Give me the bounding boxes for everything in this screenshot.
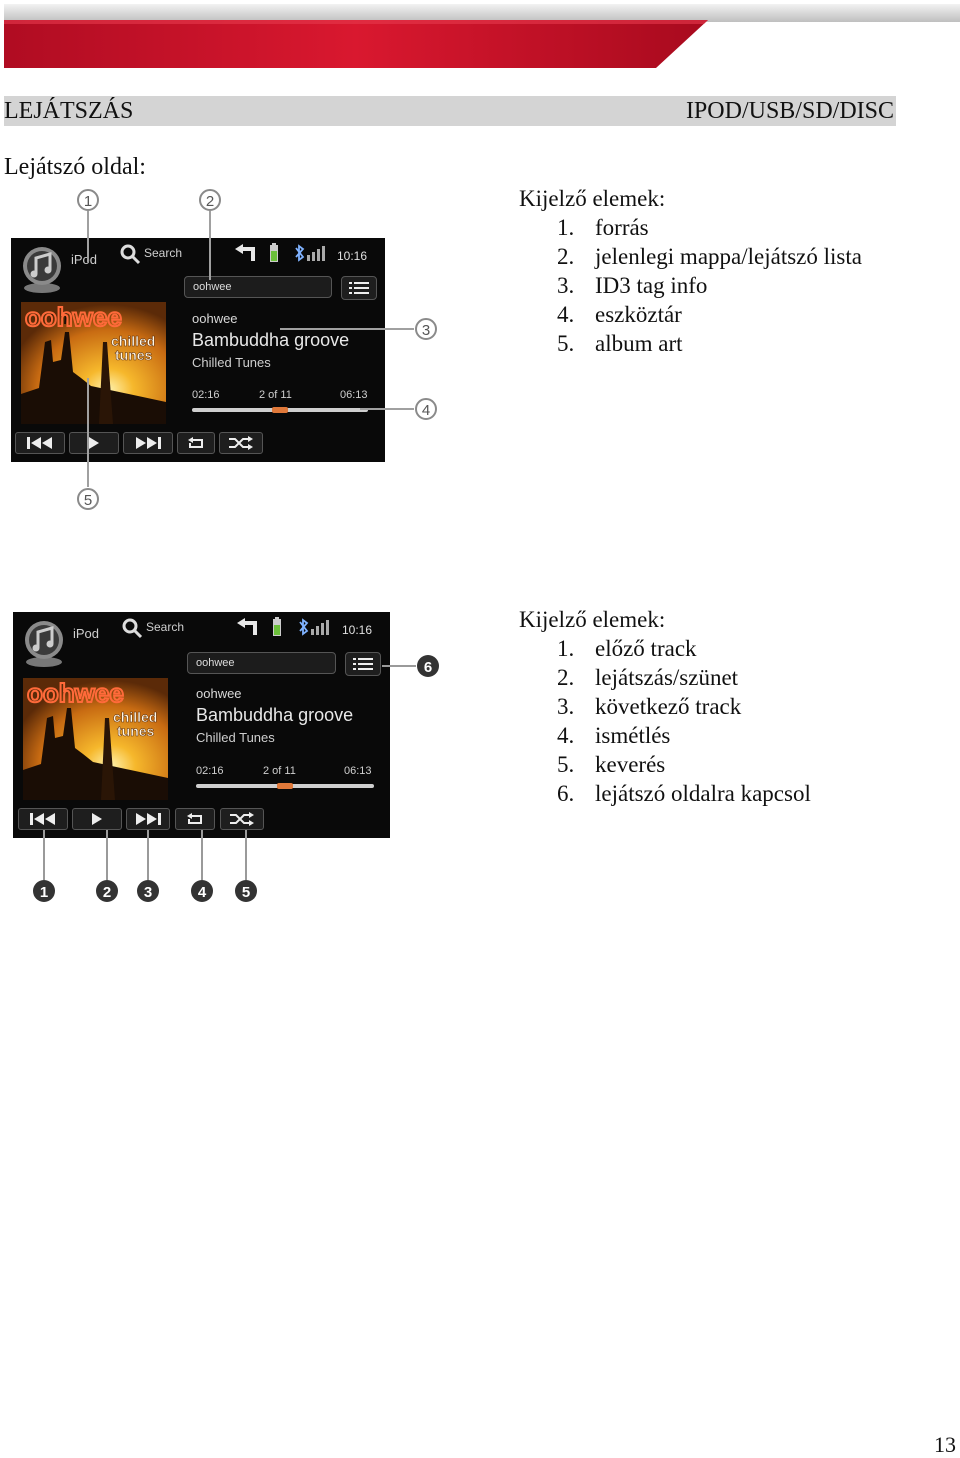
item-label: keverés [595,752,666,777]
navigation-icon [233,243,261,263]
next-icon [135,437,161,449]
list-item [557,750,811,779]
player-screenshot-2 [13,612,390,838]
cover-brand: oohwee [27,678,124,708]
shuffle-icon [229,812,255,826]
list-heading: Kijelző elemek: [519,186,666,211]
list-heading: Kijelző elemek: [519,607,666,632]
callout-marker [235,880,257,902]
item-number: 6. [557,781,575,806]
page-subtitle: Lejátszó oldal: [4,154,146,180]
previous-icon [27,437,53,449]
list-icon [349,281,369,295]
list-item [557,634,811,663]
ipod-source-icon [21,244,63,296]
track-artist: oohwee [196,686,242,701]
play-icon [88,437,100,449]
callout-number: 5 [241,884,251,901]
callout-marker [191,880,213,902]
progress-marker[interactable] [272,407,288,413]
progress-bar[interactable] [196,784,374,788]
playlist-button[interactable] [345,652,381,676]
previous-track-button[interactable] [18,808,68,830]
list-item [557,329,862,358]
section-title: LEJÁTSZÁS [4,98,134,124]
item-label: forrás [595,215,649,240]
album-art [21,302,166,424]
track-title: Bambuddha groove [192,330,350,350]
progress-bar[interactable] [192,408,368,412]
list-item [557,692,811,721]
list-item [557,300,862,329]
callout-marker [78,190,98,210]
item-label: lejátszás/szünet [595,665,739,690]
previous-icon [30,813,56,825]
repeat-icon [186,436,206,450]
item-number: 5. [557,331,575,356]
previous-track-button[interactable] [15,432,65,454]
clock: 10:16 [342,623,373,637]
player-screenshot-1 [11,238,385,462]
item-label: lejátszó oldalra kapcsol [595,781,811,806]
header-banner [4,4,960,68]
item-number: 1. [557,215,575,240]
item-label: ID3 tag info [595,273,708,298]
item-number: 5. [557,752,575,777]
callout-number: 2 [205,193,215,210]
item-number: 2. [557,244,575,269]
shuffle-icon [228,436,254,450]
next-icon [135,813,161,825]
shuffle-button[interactable] [220,808,264,830]
section-category: IPOD/USB/SD/DISC [685,98,894,124]
repeat-icon [185,812,205,826]
item-number: 1. [557,636,575,661]
track-position: 2 of 11 [259,389,292,401]
current-folder-field[interactable]: oohwee [184,276,332,298]
display-elements-list-2 [519,605,811,808]
callout-marker [96,880,118,902]
clock: 10:16 [337,249,368,263]
item-label: következő track [595,694,742,719]
track-position: 2 of 11 [263,765,296,777]
item-label: jelenlegi mappa/lejátszó lista [595,244,862,269]
item-number: 4. [557,302,575,327]
callout-number: 3 [421,322,431,339]
item-number: 3. [557,694,575,719]
callout-marker [137,880,159,902]
list-item [557,779,811,808]
item-label: eszköztár [595,302,682,327]
cover-line-2: tunes [117,723,155,739]
callout-marker [417,655,439,677]
callout-marker [416,319,436,339]
navigation-icon [235,617,263,637]
next-track-button[interactable] [126,808,170,830]
item-label: előző track [595,636,697,661]
callout-number: 3 [143,884,153,901]
display-elements-list-1 [519,184,862,358]
item-label: album art [595,331,683,356]
list-item [557,663,811,692]
cover-line-1: chilled [111,333,156,349]
search-icon[interactable] [121,617,143,639]
callout-number: 1 [39,884,49,901]
list-item [557,721,811,750]
page-number: 13 [934,1432,956,1457]
track-album: Chilled Tunes [196,730,275,745]
callout-number: 4 [421,402,431,419]
track-album: Chilled Tunes [192,355,271,370]
play-icon [91,813,103,825]
callout-number: 4 [197,884,207,901]
cover-line-2: tunes [115,347,153,363]
callout-number: 5 [83,492,93,509]
callout-marker [416,399,436,419]
item-number: 4. [557,723,575,748]
elapsed-time: 02:16 [196,765,224,777]
source-label[interactable]: iPod [73,626,100,641]
elapsed-time: 02:16 [192,389,220,401]
bluetooth-signal-icon [297,618,331,636]
repeat-button[interactable] [177,432,215,454]
list-item [557,271,862,300]
album-art [23,678,168,800]
callout-number: 1 [83,193,93,210]
item-label: ismétlés [595,723,671,748]
shuffle-button[interactable] [219,432,263,454]
search-label[interactable]: Search [146,620,185,634]
item-number: 3. [557,273,575,298]
battery-icon [272,617,282,637]
list-item [557,242,862,271]
callout-marker [200,190,220,210]
bluetooth-signal-icon [293,244,327,262]
cover-line-1: chilled [113,709,158,725]
callout-marker [33,880,55,902]
list-item [557,213,862,242]
play-pause-button[interactable] [69,432,119,454]
total-time: 06:13 [340,389,368,401]
track-artist: oohwee [192,311,238,326]
track-title: Bambuddha groove [196,705,354,725]
item-number: 2. [557,665,575,690]
playlist-button[interactable] [341,276,377,300]
battery-icon [269,243,279,263]
play-pause-button[interactable] [72,808,122,830]
cover-brand: oohwee [25,302,122,332]
search-label[interactable]: Search [144,246,183,260]
progress-marker[interactable] [277,783,293,789]
current-folder-field[interactable]: oohwee [187,652,336,674]
search-icon[interactable] [119,243,141,265]
callout-marker [78,489,98,509]
source-label[interactable]: iPod [71,252,98,267]
next-track-button[interactable] [123,432,173,454]
total-time: 06:13 [344,765,372,777]
callout-number: 2 [102,884,112,901]
ipod-source-icon [23,618,65,670]
callout-number: 6 [423,659,433,676]
list-icon [353,657,373,671]
repeat-button[interactable] [175,808,215,830]
